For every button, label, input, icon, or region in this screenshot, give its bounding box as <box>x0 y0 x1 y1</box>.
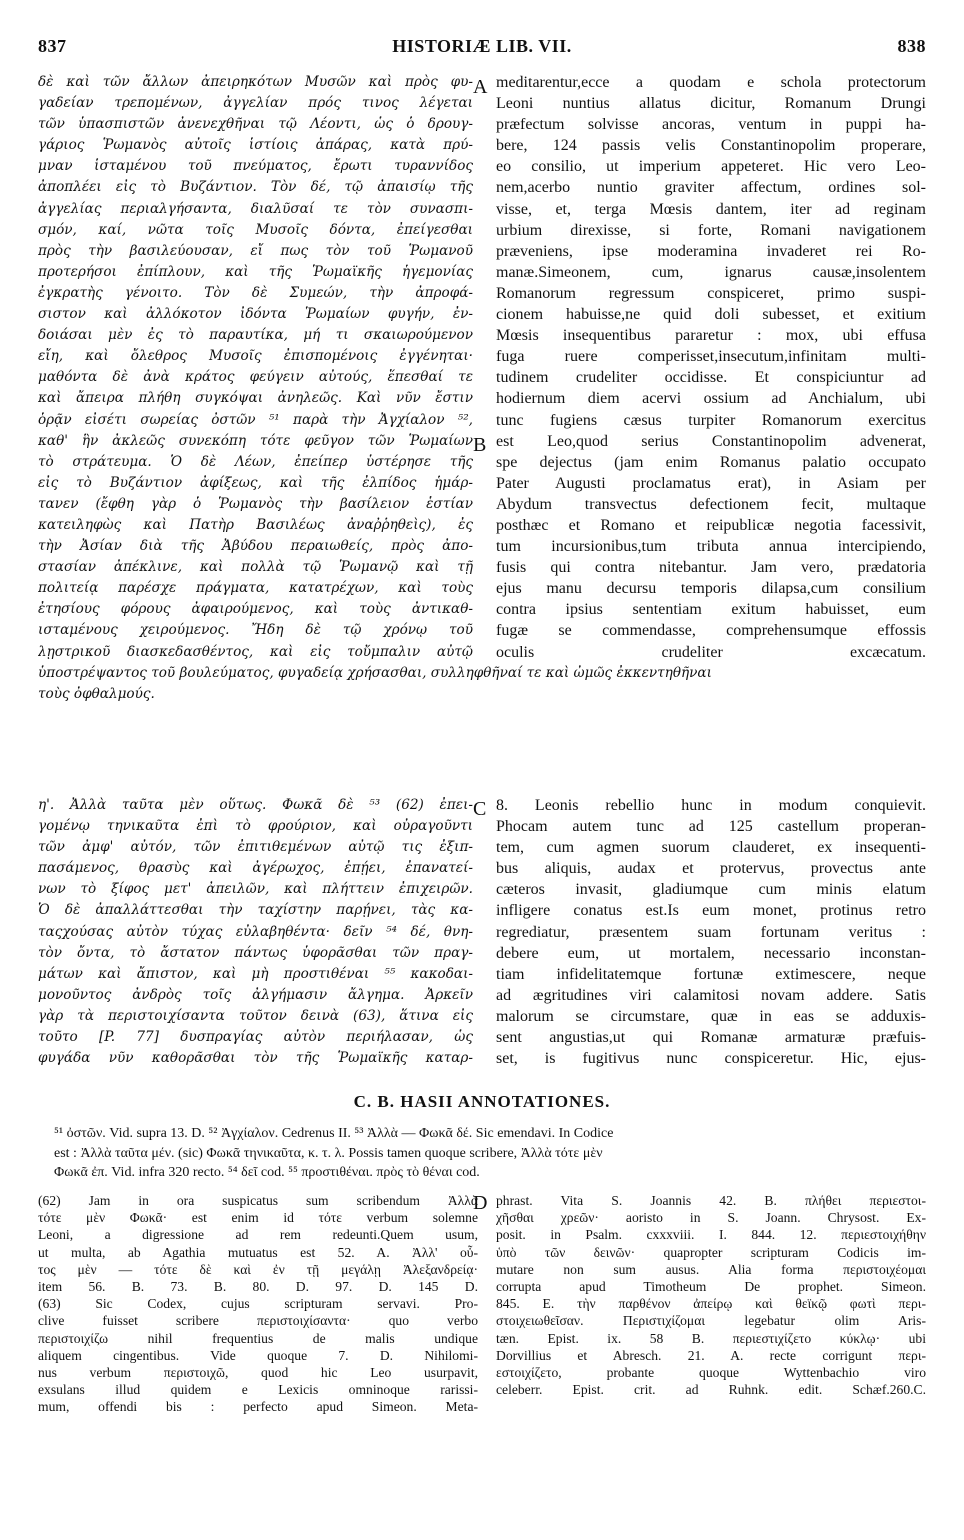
text-line: ὑποστρέψαντος τοῦ βουλεύματος, φυγαδείᾳ χρήσασθαι, συλληφθῆναί τε καὶ ὠμῶς ἐκκεντηθῆναι <box>38 665 712 681</box>
text-line: γαδείαν τρεπομένων, ἀγγελίαν πρός τινος λέγεται <box>38 95 473 112</box>
text-line: est : Ἀλλὰ ταῦτα μέν. (sic) Φωκᾶ τηνικαῦτα, κ. τ. λ. Possis tamen quoque scribere, Ἀλλὰ τότε μὲν <box>54 1145 603 1161</box>
text-line: ὁρᾷν εἰσέτι σωρείας ὀστῶν ⁵¹ παρὰ τὴν Ἀγχίαλον ⁵², <box>38 411 473 428</box>
text-line: mutare non sum ausus. Alia forma περιστοιχέομαι <box>496 1261 926 1277</box>
text-line: malorum se circumstare, quæ in eas se adduxis- <box>496 1007 926 1025</box>
text-line: tæn. Epist. ix. 58 B. περιεστιχίζετο κύκλῳ· ubi <box>496 1330 926 1346</box>
text-line: fuga ruere comperisset,insecutum,infinitam multi- <box>496 348 926 366</box>
text-line: regrediatur, præsentem suam fortunam veritus : <box>496 923 926 941</box>
text-line: Phocam autem tunc ad 125 castellum properan- <box>496 818 926 836</box>
text-line: fugæ se commendasse, comprehensumque effossis <box>496 622 926 640</box>
text-line: bus aliquis, audax et protervus, provectus ante <box>496 860 926 878</box>
text-line: Mœsis insequentibus pararetur : mox, ubi effusa <box>496 327 926 345</box>
text-line: σμόν, καί, νῶτα τοῖς Μυσοῖς δόντα, ἐπείγεσθαι <box>38 221 473 238</box>
text-line: oculis crudeliter excæcatum. <box>496 643 926 661</box>
greek-full-width-lines <box>38 663 928 705</box>
text-line: cionem habuisse,ne quid doli subesset, et exitium <box>496 306 926 324</box>
greek-column-middle <box>38 795 473 1069</box>
annotations-left-column <box>38 1192 478 1415</box>
text-line: Pater Augusti proclamatus erat), in Asiam per <box>496 474 926 492</box>
text-line: (63) Sic Codex, cujus scripturam servavi. Pro- <box>38 1296 478 1312</box>
text-line: item 56. B. 73. B. 80. D. 97. D. 145 D. <box>38 1278 478 1294</box>
text-line: στασίαν ἀπέκλινε, καὶ πολλὰ τῷ Ῥωμανῷ καὶ τῇ <box>38 559 473 576</box>
text-line: προτερήσοι ἐπίπλουν, καὶ τῆς Ῥωμαϊκῆς ἡγεμονίας <box>38 263 473 280</box>
text-line: τὸ στράτευμα. Ὁ δὲ Λέων, ἐπείπερ ὑστέρησε τῆς <box>38 453 473 470</box>
text-line: manæ.Simeonem, cum, ignarus causæ,insolentem <box>496 263 926 281</box>
text-line: Leoni, a digressione ad rem redeunti.Quem usum, <box>38 1227 478 1243</box>
latin-column-middle <box>496 795 926 1069</box>
text-line: bere, 124 passis velis Constantinopolim properare, <box>496 137 926 155</box>
annotations-heading: C. B. HASII ANNOTATIONES. <box>353 1092 611 1111</box>
right-page-number: 838 <box>897 36 926 56</box>
text-line: Leoni nuntius allatus dicitur, Romanum Drungi <box>496 95 926 113</box>
text-line: infligere conatus est.Is eum monet, protinus retro <box>496 902 926 920</box>
text-line: μναν ἱσταμένου τοῦ πνεύματος, ἔρωτι τυραννίδος <box>38 158 473 175</box>
text-line: χῆσθαι χρεῶν· aoristo in S. Joann. Chrysost. Ex- <box>496 1210 926 1226</box>
text-line: ταςχούσας αὐτὸν τύχας εὐλαβηθέντα· δεῖν ⁵⁴ δέ, θνη- <box>38 923 473 940</box>
text-line: tum incursionibus,tum tributa annua intercipiendo, <box>496 538 926 556</box>
text-line: δοιάσαι μὲν ἐς τὸ παραυτίκα, μή τι σκαιωρούμενον <box>38 327 473 344</box>
text-line: tudinem crudeliter occidisse. Et conspiciuntur ad <box>496 369 926 387</box>
text-line: τῶν ἀμφ' αὐτόν, τῶν ἐπιτιθεμένων αὐτῷ τις ἐξιπ- <box>38 839 473 856</box>
text-line: phrast. Vita S. Joannis 42. B. πλήθει περιεστοι- <box>496 1193 926 1208</box>
text-line: corrupta apud Timotheum De prophet. Simeon. <box>496 1278 926 1294</box>
footnotes <box>54 1124 928 1183</box>
margin-marker-a: A <box>473 76 488 98</box>
text-line: γάριος Ῥωμανὸς αὐτοῖς ἱστίοις ἀπάρας, κατὰ πρύ- <box>38 137 473 154</box>
text-line: fusis qui contra nitebantur. Jam vero, prædatoria <box>496 559 926 577</box>
text-line: τοῦτο [P. 77] δυσπραγίας αὐτὸν περιήλασαν, ὡς <box>38 1029 473 1046</box>
text-line: ἀγγελίας περιαλγήσαντα, διαλῦσαί τε τὸν συνασπι- <box>38 200 473 217</box>
text-line: σιστον καὶ ἀλλόκοτον ἰδόντα Ῥωμαίων φυγήν, ἐν- <box>38 306 473 323</box>
text-line: tiam infidelitatemque fortunæ extimescere, neque <box>496 965 926 983</box>
text-line: exsulans illud quidem e Lexicis omninoque rarissi- <box>38 1382 478 1398</box>
text-line: eo consilio, ut imperium appeteret. Hic vero Leo- <box>496 158 926 176</box>
text-line: (62) Jam in ora suspicatus sum scribendum Ἀλλὰ <box>38 1193 478 1208</box>
text-line: εἰς τὸ Βυζάντιον ἀφίξεως, καὶ τῆς ἐλπίδος ἡμάρ- <box>38 474 473 491</box>
text-line: κατειληφὼς καὶ Πατὴρ Βασιλέως ἀναῤῥηθεὶς), ἐς <box>38 516 473 533</box>
text-line: ut multa, ab Agathia mutuatus est 52. A. Ἀλλ' οὗ- <box>38 1244 478 1260</box>
text-line: λῃστρικοῦ διασκεδασθέντος, καὶ εἰς τοὔμπαλιν αὐτῷ <box>38 643 473 660</box>
text-line: μονοῦντος ἀνδρὸς τοῖς ἀλγήμασιν ἄλγημα. Ἀρκεῖν <box>38 986 473 1003</box>
text-line: præfectum solvisse ancoras, ventum in puppi ha- <box>496 116 926 134</box>
text-line: nus verbum περιστοιχῶ, quod hic Leo usurpavit, <box>38 1364 478 1380</box>
text-line: καθ' ἣν ἀκλεῶς συνεκόπη τότε φεῦγον τῶν Ῥωμαίων <box>38 432 473 449</box>
text-line: Romanorum regressum conspiceret, primo suspi- <box>496 284 926 302</box>
text-line: ad ægritudines viri calamitosi novam addere. Satis <box>496 986 926 1004</box>
text-line: εἴη, καὶ ὄλεθρος Μυσοῖς ἐπισπομένοις ἐγγένηται· <box>38 348 473 365</box>
text-line: spe dejectus (jam enim Romanus palatio occupato <box>496 453 926 471</box>
text-line: est Leo,quod serius Constantinopolim advenerat, <box>496 432 926 450</box>
text-line: ἀποπλέει εἰς τὸ Βυζάντιον. Τὸν δέ, τῷ ἀπαισίῳ τῆς <box>38 179 473 196</box>
text-line: præveniens, ipse moderamina invaderet rei Ro- <box>496 242 926 260</box>
text-line: ἐτησίους φόρους ἀφαιρούμενος, καὶ τοὺς ἀντικαθ- <box>38 601 473 618</box>
text-line: celeberr. Epist. crit. ad Ruhnk. edit. Schæf.260.C. <box>496 1382 926 1398</box>
text-line: φυγάδα νῦν καθορᾶσθαι τὸν τῆς Ῥωμαϊκῆς καταρ- <box>38 1050 473 1067</box>
text-line: γὰρ τὰ περιστοιχίσαντα τοῦτον δεινὰ (63), ἅτινα εἰς <box>38 1007 473 1024</box>
margin-marker-c: C <box>473 798 487 820</box>
text-line: 845. E. τὴν παρθένον ἀπείρῳ καὶ θεϊκῷ φωτὶ περι- <box>496 1296 926 1312</box>
text-line: posthæc et Romano et reipublicæ negotia facessivit, <box>496 516 926 534</box>
text-line: περιστοιχίζω nihil frequentius de malis undique <box>38 1330 478 1346</box>
text-line: τος μὲν — τότε δὲ καὶ ἐν τῇ μεγάλῃ Ἀλεξανδρείᾳ· <box>38 1261 478 1277</box>
text-line: 8. Leonis rebellio hunc in modum conquievit. <box>496 797 926 814</box>
text-line: στοιχειωθεῖσαν. Περιστιχίζομαι legebatur olim Aris- <box>496 1313 926 1329</box>
text-line: ισταμένους χειρούμενος. Ἤδη δὲ τῷ χρόνῳ τοῦ <box>38 622 473 639</box>
text-line: τοὺς ὀφθαλμούς. <box>38 686 155 703</box>
text-line: τῶν ὑπασπιστῶν ἀνενεχθῆναι τῷ Λέοντι, ὡς ὁ δρουγ- <box>38 116 473 133</box>
text-line: γομένῳ τηνικαῦτα ἐπὶ τὸ φρούριον, καὶ οὐραγοῦντι <box>38 818 473 835</box>
text-line: ⁵¹ ὀστῶν. Vid. supra 13. D. ⁵² Ἀγχίαλον. Cedrenus II. ⁵³ Ἀλλὰ — Φωκᾶ δέ. Sic emendavi. In Codice <box>54 1126 614 1141</box>
text-line: πρὸς τὴν βασιλεύουσαν, εἴ πως τὸν τοῦ Ῥωμανοῦ <box>38 242 473 259</box>
text-line: aliquem cingentibus. Vide quoque 7. D. Nihilomi- <box>38 1347 478 1363</box>
latin-column-top <box>496 72 926 663</box>
left-page-number: 837 <box>38 36 67 56</box>
text-line: clive fuisset scribere περιστοιχίσαντα· quo verbo <box>38 1313 478 1329</box>
text-line: sent angustias,ut qui Romanæ armaturæ præfuis- <box>496 1029 926 1047</box>
text-line: Φωκᾶ ἐπ. Vid. infra 320 recto. ⁵⁴ δεῖ cod. ⁵⁵ προστιθέναι. πρὸς τὸ θέναι cod. <box>54 1165 480 1180</box>
text-line: μαθόντα δὲ ἀνὰ κράτος φεύγειν αὐτούς, ἕπεσθαί τε <box>38 369 473 386</box>
annotations-right-column <box>496 1192 926 1398</box>
text-line: debere eum, ut mortalem, necessario inconstan- <box>496 944 926 962</box>
text-line: tem, cum agmen suorum clauderet, ex insequenti- <box>496 839 926 857</box>
text-line: τανεν (ἔφθη γὰρ ὁ Ῥωμανὸς τὴν βασίλειον ἑστίαν <box>38 495 473 512</box>
margin-marker-d: D <box>473 1192 488 1214</box>
text-line: καὶ ἄπειρα πλήθη συγκόψαι ἀνηλεῶς. Καὶ νῦν ἔστιν <box>38 390 473 407</box>
text-line: ὑπὸ τῶν δεινῶν· quapropter scripturam Codicis im- <box>496 1244 926 1260</box>
text-line: τὴν Ἀσίαν διὰ τῆς Ἀβύδου περαιωθείς, πρὸς ἀπο- <box>38 538 473 555</box>
text-line: meditarentur,ecce a quodam e schola protectorum <box>496 74 926 91</box>
text-line: Ὁ δὲ ἀπαλλάττεσθαι τὴν ταχίστην παρῄνει, τὰς κα- <box>38 902 473 919</box>
text-line: set, is fugitivus nunc conspiceretur. Hic, ejus- <box>496 1050 926 1068</box>
text-line: mum, offendi bis : perfecto apud Simeon. Meta- <box>38 1399 478 1415</box>
text-line: ἐγκρατὴς γένοιτο. Τὸν δὲ Συμεών, τὴν ἀπροφά- <box>38 284 473 301</box>
text-line: visse, et, terga Mœsis dantem, iter ad reginam <box>496 200 926 218</box>
text-line: ejus manu decursu temporis dilapsa,cum consilium <box>496 580 926 598</box>
text-line: urbium direxisse, si forte, Romani navigationem <box>496 221 926 239</box>
text-line: nem,acerbo nuntio graviter affectum, ordines sol- <box>496 179 926 197</box>
text-line: πολιτείᾳ παρέσχε πράγματα, κατατρέχων, καὶ τοὺς <box>38 580 473 597</box>
text-line: tunc fugiens cæsus turpiter Romanorum exercitus <box>496 411 926 429</box>
text-line: τότε μὲν Φωκᾶ· est enim id τότε verbum solemne <box>38 1210 478 1226</box>
text-line: posit. in Psalm. cxxxviii. I. 844. 12. περιεστοιχήθην <box>496 1227 926 1243</box>
running-title: HISTORIÆ LIB. VII. <box>392 36 572 56</box>
text-line: η'. Ἀλλὰ ταῦτα μὲν οὕτως. Φωκᾶ δὲ ⁵³ (62) ἐπει- <box>38 797 473 813</box>
text-line: πασάμενος, θρασὺς καὶ ἀγέρωχος, ἐπῄει, ἐπανατεί- <box>38 860 473 877</box>
greek-column-top <box>38 72 473 663</box>
text-line: contra ipsius sententiam exitum habuisset, eum <box>496 601 926 619</box>
text-line: εστοιχίζετο, probante quoque Wyttenbachio viro <box>496 1364 926 1380</box>
text-line: Dorvillius et Abresch. 21. A. recte corrigunt περι- <box>496 1347 926 1363</box>
text-line: Abydum transvectus defectionem fecit, multaque <box>496 495 926 513</box>
text-line: δὲ καὶ τῶν ἄλλων ἀπειρηκότων Μυσῶν καὶ πρὸς φυ- <box>38 74 473 90</box>
text-line: τὸν ὄντα, τὸ ἄστατον πάντως ὑφορᾶσθαι τῶν πραγ- <box>38 944 473 961</box>
text-line: hodiernum diem acervi ossium ad Anchialum, ubi <box>496 390 926 408</box>
text-line: μάτων καὶ ἄπιστον, καὶ μὴ προστιθέναι ⁵⁵ κακοδαι- <box>38 965 473 982</box>
text-line: cæteros invasit, gladiumque cum minis elatum <box>496 881 926 899</box>
text-line: νων τὸ ξίφος μετ' ἀπειλῶν, καὶ πλήττειν ἐπιχειρῶν. <box>38 881 473 898</box>
margin-marker-b: B <box>473 434 487 456</box>
